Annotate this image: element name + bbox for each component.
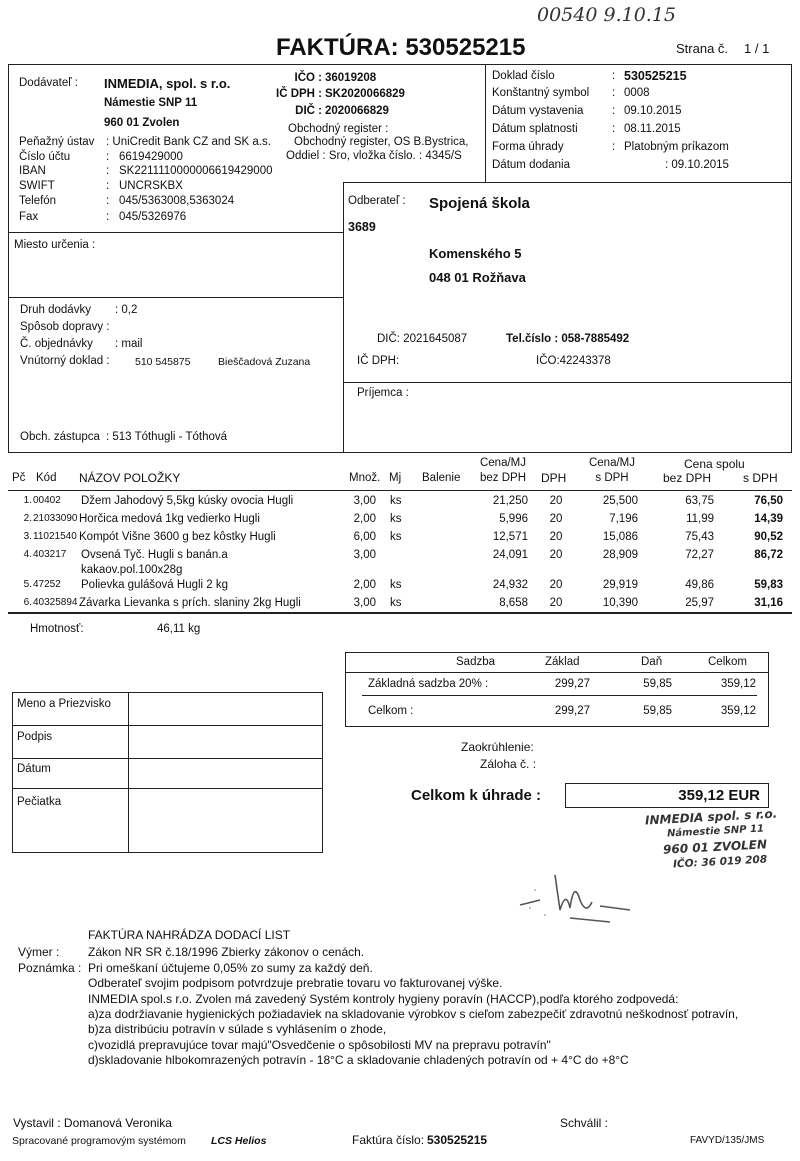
item-no: 1.: [23, 495, 32, 506]
vymer-label: Výmer :: [18, 945, 60, 959]
footer-invoice-no: 530525215: [427, 1133, 488, 1147]
item-total-net: 72,27: [685, 549, 714, 561]
doc-info-label: Dátum dodania: [492, 159, 570, 171]
destination-label: Miesto určenia :: [14, 239, 96, 251]
invoice-title: [276, 34, 525, 62]
account-label: Číslo účtu: [19, 151, 71, 163]
page-label: Strana č.: [676, 41, 729, 56]
vat-row1-total: 359,12: [720, 678, 756, 690]
stamp-line-3: 960 01 ZVOLEN: [662, 837, 768, 857]
col-qty: Množ.: [349, 472, 381, 484]
footer-invoice-label: Faktúra číslo:: [352, 1133, 425, 1147]
swift-value: UNCRSKBX: [119, 180, 183, 192]
doc-info-label: Forma úhrady: [492, 141, 564, 153]
col-gross-price: Cena/MJ: [588, 457, 636, 469]
item-net-price: 21,250: [492, 495, 528, 507]
supplier-label: Dodávateľ :: [19, 77, 78, 89]
item-gross-price: 10,390: [602, 597, 638, 609]
item-unit: ks: [390, 513, 402, 525]
poznamka-label: Poznámka :: [18, 961, 82, 975]
item-vat: 20: [549, 549, 563, 561]
buyer-icdph: IČ DPH:: [357, 355, 400, 367]
item-no: 4.: [23, 549, 32, 560]
register-line-2: Obchodný register, OS B.Bystrica,: [294, 136, 469, 148]
item-code: 403217: [33, 549, 67, 560]
doc-info-label: Dátum vystavenia: [492, 105, 584, 117]
transport-label: Spôsob dopravy :: [20, 321, 110, 333]
note-line: Pri omeškaní účtujeme 0,05% zo sumy za každý deň.: [88, 961, 373, 975]
notes-heading: FAKTÚRA NAHRÁDZA DODACÍ LIST: [88, 928, 291, 942]
item-code: 40325894: [33, 597, 78, 608]
supplier-name: INMEDIA, spol. s r.o.: [104, 76, 231, 91]
item-name: Závarka Lievanka s prích. slaniny 2kg Hugli: [79, 597, 301, 609]
vat-row1-tax: 59,85: [643, 678, 672, 690]
item-gross-price: 25,500: [602, 495, 638, 507]
vat-row1-base: 299,27: [554, 678, 590, 690]
stamp-line-1: INMEDIA spol. s r.o.: [644, 806, 778, 828]
vat-row2-total: 359,12: [720, 705, 756, 717]
delivery-type-label: Druh dodávky: [20, 304, 91, 316]
weight-value: 46,11 kg: [157, 623, 201, 635]
note-line: INMEDIA spol.s r.o. Zvolen má zavedený Systém kontroly hygieny poravín (HACCP),podľa ktorého zodpovedá:: [88, 991, 679, 1006]
item-vat: 20: [549, 495, 563, 507]
col-mj: Mj: [389, 472, 402, 484]
item-total-net: 75,43: [685, 531, 714, 543]
signature-scribble: [500, 860, 660, 930]
item-qty: 6,00: [353, 531, 376, 543]
stamp-line-2: Námestie SNP 11: [666, 823, 765, 840]
note-line: a)za dodržiavanie hygienických požiadaviek na skladovanie výrobkov s cieľom zabezpečiť zdravotnú neškodnosť potravín,: [88, 1006, 739, 1021]
item-qty: 2,00: [353, 513, 376, 525]
item-vat: 20: [549, 597, 563, 609]
item-total-gross: 76,50: [754, 495, 783, 507]
note-line: Odberateľ svojim podpisom potvrdzuje prebratie tovaru vo fakturovanej výške.: [88, 976, 503, 991]
item-total-gross: 59,83: [754, 579, 783, 591]
col-kod: Kód: [36, 472, 57, 484]
buyer-ico: IČO:42243378: [536, 355, 611, 367]
supplier-ico-label: IČO :: [294, 72, 322, 84]
iban-value: SK2211110000006619429000: [119, 165, 273, 177]
col-gross-price-sub: s DPH: [595, 472, 629, 484]
item-net-price: 8,658: [499, 597, 528, 609]
title-number: 530525215: [405, 34, 526, 61]
item-no: 3.: [23, 531, 32, 542]
item-name: Polievka gulášová Hugli 2 kg: [81, 579, 229, 591]
approved-label: Schválil :: [560, 1116, 609, 1130]
item-net-price: 24,091: [492, 549, 528, 561]
item-total-net: 49,86: [685, 579, 714, 591]
note-line: b)za distribúciu potravín v súlade s vyhlásením o zhode,: [88, 1022, 387, 1037]
col-total: Cena spolu: [684, 457, 745, 471]
vat-row1-label: Základná sadzba 20% :: [368, 678, 489, 690]
register-line-3: Oddiel : Sro, vložka číslo. : 4345/S: [286, 150, 462, 162]
item-total-net: 63,75: [685, 495, 714, 507]
order-value: : mail: [115, 338, 143, 350]
payment-form: Platobným príkazom: [624, 141, 729, 153]
item-unit: ks: [390, 495, 402, 507]
bank-value: : UniCredit Bank CZ and SK a.s.: [106, 136, 271, 148]
due-date: 08.11.2015: [624, 123, 681, 135]
item-vat: 20: [549, 579, 563, 591]
col-total-net: bez DPH: [663, 471, 712, 485]
rounding-label: Zaokrúhlenie:: [461, 740, 534, 754]
item-net-price: 5,996: [499, 513, 528, 525]
register-line-1: Obchodný register :: [288, 123, 389, 135]
item-total-net: 25,97: [685, 597, 714, 609]
advance-label: Záloha č. :: [480, 757, 537, 771]
swift-label: SWIFT: [19, 180, 55, 192]
supplier-icdph-label: IČ DPH :: [276, 88, 322, 100]
item-qty: 3,00: [353, 549, 376, 561]
item-gross-price: 15,086: [602, 531, 638, 543]
item-name: Ovsená Tyč. Hugli s banán.a: [81, 549, 228, 561]
item-qty: 3,00: [353, 597, 376, 609]
sign-stamp-label: Pečiatka: [17, 796, 62, 808]
item-unit: ks: [390, 579, 402, 591]
doc-info-label: Doklad číslo: [492, 70, 555, 82]
phone-value: 045/5363008,5363024: [119, 195, 235, 207]
note-line: d)skladovanie hlbokomrazených potravín - 18°C a skladovanie chladených potravín od + 4°C do +8°C: [88, 1052, 629, 1067]
item-total-gross: 31,16: [754, 597, 783, 609]
item-total-net: 11,99: [686, 513, 714, 525]
buyer-frame: [343, 182, 792, 453]
item-gross-price: 28,909: [602, 549, 638, 561]
signature-box: [12, 692, 323, 853]
fax-label: Fax: [19, 211, 39, 223]
item-name: Horčica medová 1kg vedierko Hugli: [79, 513, 260, 525]
item-gross-price: 7,196: [609, 513, 638, 525]
item-vat: 20: [549, 513, 563, 525]
buyer-label: Odberateľ :: [348, 195, 406, 207]
item-total-gross: 14,39: [754, 513, 783, 525]
issue-date: 09.10.2015: [624, 105, 682, 117]
item-gross-price: 29,919: [602, 579, 638, 591]
col-pack: Balenie: [422, 472, 461, 484]
internal-doc-number: 510 545875: [135, 356, 191, 368]
sign-name-label: Meno a Priezvisko: [17, 698, 111, 710]
vat-row2-base: 299,27: [554, 705, 590, 717]
page-value: 1 / 1: [744, 41, 770, 56]
item-code: 21033090: [33, 513, 78, 524]
total-value: 359,12 EUR: [678, 787, 760, 804]
supplier-ico: 36019208: [325, 72, 377, 84]
note-line: c)vozidlá prepravujúce tovar majú"Osvedčenie o spôsobilosti MV na prepravu potravín": [88, 1037, 551, 1052]
col-name: NÁZOV POLOŽKY: [79, 471, 181, 485]
title-label: FAKTÚRA:: [276, 34, 399, 61]
vat-h-tax: Daň: [641, 656, 663, 668]
vat-row2-label: Celkom :: [368, 705, 414, 717]
buyer-phone: Tel.číslo : 058-7885492: [506, 333, 630, 345]
vat-h-base: Základ: [545, 656, 580, 668]
doc-info-label: Dátum splatnosti: [492, 123, 578, 135]
item-total-gross: 90,52: [754, 531, 783, 543]
vat-h-total: Celkom: [708, 656, 747, 668]
bank-label: Peňažný ústav: [19, 136, 95, 148]
vymer-text: Zákon NR SR č.18/1996 Zbierky zákonov o cenách.: [88, 945, 365, 959]
item-unit: ks: [390, 597, 402, 609]
col-total-gross: s DPH: [743, 471, 778, 485]
software-name: LCS Helios: [211, 1135, 267, 1147]
supplier-city: 960 01 Zvolen: [104, 117, 180, 129]
issued-by: Vystavil : Domanová Veronika: [13, 1116, 172, 1130]
supplier-dic: 2020066829: [325, 105, 389, 117]
col-vat: DPH: [541, 471, 567, 485]
item-no: 6.: [23, 597, 32, 608]
item-name: Kompót Višne 3600 g bez kôstky Hugli: [79, 531, 276, 543]
item-no: 2.: [23, 513, 32, 524]
item-net-price: 24,932: [492, 579, 528, 591]
item-qty: 2,00: [353, 579, 376, 591]
form-code: FAVYD/135/JMS: [690, 1135, 765, 1146]
doc-info-label: Konštantný symbol: [492, 87, 590, 99]
internal-doc-person: Bieščadová Zuzana: [218, 356, 311, 368]
buyer-street: Komenského 5: [429, 246, 522, 261]
buyer-name: Spojená škola: [429, 195, 530, 212]
delivery-type-value: : 0,2: [115, 304, 138, 316]
total-label: Celkom k úhrade :: [411, 787, 542, 804]
internal-doc-label: Vnútorný doklad :: [20, 355, 110, 367]
vat-h-rate: Sadzba: [456, 656, 496, 668]
item-name: Džem Jahodový 5,5kg kúsky ovocia Hugli: [81, 495, 294, 507]
item-unit: ks: [390, 531, 402, 543]
vat-row2-tax: 59,85: [643, 705, 672, 717]
supplier-street: Námestie SNP 11: [104, 97, 198, 109]
stamp-line-4: IČO: 36 019 208: [672, 853, 768, 871]
sign-signature-label: Podpis: [17, 731, 53, 743]
item-net-price: 12,571: [492, 531, 528, 543]
item-name-line-2: kakaov.pol.100x28g: [81, 564, 183, 576]
buyer-code: 3689: [348, 220, 376, 234]
col-net-price: Cena/MJ: [479, 457, 527, 469]
item-qty: 3,00: [353, 495, 376, 507]
item-vat: 20: [549, 531, 563, 543]
buyer-city: 048 01 Rožňava: [429, 270, 526, 285]
buyer-dic: DIČ: 2021645087: [377, 333, 468, 345]
item-code: 11021540: [33, 531, 77, 542]
software-label: Spracované programovým systémom: [12, 1135, 186, 1147]
item-total-gross: 86,72: [754, 549, 783, 561]
supplier-dic-label: DIČ :: [295, 105, 322, 117]
weight-label: Hmotnosť:: [30, 623, 84, 635]
sign-date-label: Dátum: [17, 763, 51, 775]
account-value: 6619429000: [119, 151, 183, 163]
handwritten-note: 00540 9.10.15: [537, 4, 677, 26]
item-code: 00402: [33, 495, 61, 506]
sales-rep-label: Obch. zástupca: [20, 431, 100, 443]
order-label: Č. objednávky: [20, 338, 93, 350]
delivery-date: : 09.10.2015: [665, 159, 729, 171]
sales-rep-value: : 513 Tóthugli - Tóthová: [106, 431, 228, 443]
doc-number: 530525215: [624, 69, 687, 83]
iban-label: IBAN: [19, 165, 46, 177]
phone-label: Telefón: [19, 195, 57, 207]
fax-value: 045/5326976: [119, 211, 187, 223]
col-pc: Pč: [12, 472, 26, 484]
item-code: 47252: [33, 579, 61, 590]
item-no: 5.: [23, 579, 32, 590]
const-symbol: 0008: [624, 87, 650, 99]
col-net-price-sub: bez DPH: [479, 472, 527, 484]
supplier-icdph: SK2020066829: [325, 88, 405, 100]
recipient-label: Príjemca :: [357, 387, 409, 399]
